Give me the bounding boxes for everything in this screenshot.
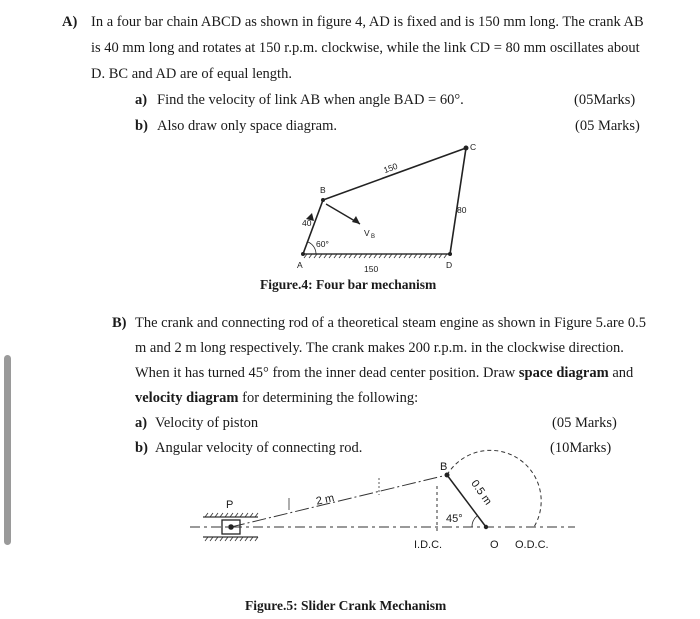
fig4-label-c: C: [470, 142, 477, 152]
figure-5-caption: Figure.5: Slider Crank Mechanism: [245, 598, 447, 613]
part-a-q-b-text: Also draw only space diagram.: [157, 118, 337, 134]
part-a-line-2: is 40 mm long and rotates at 150 r.p.m. clockwise, while the link CD = 80 mm oscillates about: [91, 40, 640, 56]
joint-o: [484, 525, 488, 529]
fig5-label-odc: O.D.C.: [515, 539, 549, 551]
fig5-label-p: P: [226, 499, 234, 511]
fig4-label-vb-subscript: B: [371, 234, 376, 240]
part-a-line-3: D. BC and AD are of equal length.: [91, 66, 292, 82]
part-a-q-a-text: Find the velocity of link AB when angle BAD = 60°.: [157, 92, 464, 108]
part-b-q-b-label: b): [135, 440, 148, 456]
part-a-line-1: In a four bar chain ABCD as shown in figure 4, AD is fixed and is 150 mm long. The crank AB: [91, 14, 644, 30]
part-a-q-a-label: a): [135, 92, 148, 108]
part-b-line-2: m and 2 m long respectively. The crank makes 200 r.p.m. in the clockwise direction.: [135, 340, 624, 356]
part-a-q-b-marks: (05 Marks): [575, 118, 640, 134]
fig5-label-rod-length: 2 m: [314, 492, 336, 508]
fig4-label-angle: 60°: [316, 239, 329, 249]
part-b-line-3-text: When it has turned 45° from the inner dead center position. Draw: [135, 365, 516, 381]
part-b-line-4-rest: for determining the following:: [242, 390, 419, 406]
part-a-label: A): [62, 14, 78, 30]
fig4-label-a: A: [297, 260, 303, 270]
part-b-line-3-and: and: [612, 365, 634, 381]
fig4-label-cd-length: 80: [457, 205, 467, 215]
part-b-label: B): [112, 315, 127, 331]
fig5-label-b: B: [440, 461, 448, 473]
fig4-label-ad-length: 150: [364, 264, 379, 274]
fig5-label-angle: 45°: [446, 513, 463, 525]
part-b-line-1: The crank and connecting rod of a theoretical steam engine as shown in Figure 5.are 0.5: [135, 315, 646, 331]
part-b-q-b-marks: (10Marks): [550, 440, 612, 456]
connecting-rod-pb: [231, 475, 447, 527]
part-b-q-a-label: a): [135, 415, 148, 431]
fig5-label-crank-length: 0.5 m: [468, 477, 494, 508]
fig4-label-ab-length: 40: [302, 218, 312, 228]
fig4-label-bc-length: 150: [382, 160, 399, 176]
figure-4-caption: Figure.4: Four bar mechanism: [260, 277, 437, 292]
fig4-label-b: B: [320, 185, 326, 195]
joint-p: [228, 524, 234, 530]
part-b-q-a-text: Velocity of piston: [155, 415, 259, 431]
part-a-q-b-label: b): [135, 118, 148, 134]
angle-arc-45: [472, 516, 477, 527]
fig5-label-o: O: [490, 539, 499, 551]
fig4-label-vb: V: [364, 228, 370, 238]
part-a-q-a-marks: (05Marks): [574, 92, 636, 108]
joint-b-crank: [445, 473, 450, 478]
part-b-line-3-bold-space: space diagram: [518, 365, 609, 381]
part-b-line-4-bold-velocity: velocity diagram: [135, 390, 239, 406]
part-b-q-b-text: Angular velocity of connecting rod.: [155, 440, 363, 456]
fig5-label-idc: I.D.C.: [414, 539, 443, 551]
fig4-label-d: D: [446, 260, 453, 270]
part-b-q-a-marks: (05 Marks): [552, 415, 617, 431]
